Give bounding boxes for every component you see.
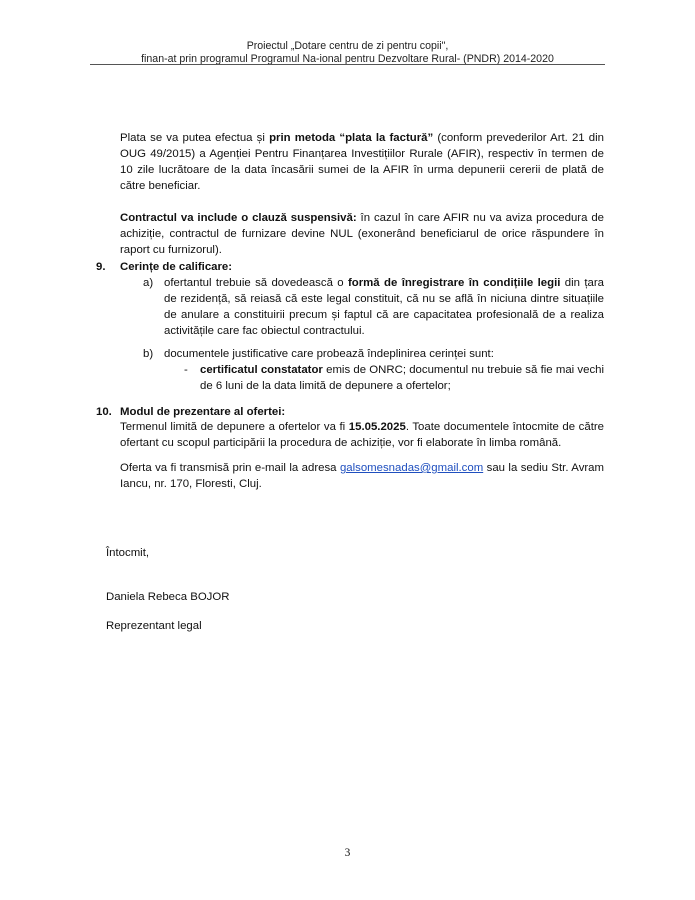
item-a-text-start: ofertantul trebuie să dovedească o — [164, 277, 348, 289]
payment-method-bold: prin metoda “plata la factură” — [269, 132, 434, 144]
section-10-number: 10. — [96, 406, 112, 418]
suspensive-clause-paragraph — [120, 210, 604, 258]
list-marker-a: a) — [143, 277, 154, 289]
certificate-text: emis de ONRC; documentul nu trebuie să fie mai vechi de 6 luni de la data limită de depunere a ofertelor; — [200, 364, 605, 392]
header-funding-line: finan-at prin programul Programul Na-ional pentru Dezvoltare Rural- (PNDR) 2014-2020 — [141, 53, 554, 65]
submission-paragraph — [120, 460, 604, 492]
payment-text-rest: (conform prevederilor Art. 21 din OUG 49/2015) a Agenției Pentru Finanțarea Investițiilor Rurale (AFIR), respectiv în termen de 10 zile lucrătoare de la data încasării sumei de la AFIR în urma depunerii cererii de plată de către beneficiar. — [120, 132, 605, 192]
signatory-name: Daniela Rebeca BOJOR — [106, 591, 230, 603]
section-9-number: 9. — [96, 261, 106, 273]
section-10-title: Modul de prezentare al ofertei: — [120, 406, 286, 418]
signature-label: Întocmit, — [106, 547, 150, 559]
submission-text-rest: sau la sediu Str. Avram Iancu, nr. 170, Floresti, Cluj. — [120, 462, 604, 490]
item-a-bold: formă de înregistrare în condițiile legii — [348, 277, 561, 289]
deadline-text-rest: . Toate documentele întocmite de către ofertant cu scopul participării la procedura de achiziție, vor fi elaborate în limba română. — [120, 421, 605, 449]
dash-bullet: - — [184, 364, 188, 376]
list-item-a-text — [164, 275, 604, 339]
payment-text-start: Plata se va putea efectua și — [120, 132, 270, 144]
payment-paragraph — [120, 130, 604, 194]
item-a-text-rest: din țara de rezidență, să reiasă că este legal constituit, că nu se află în niciuna dintre situațiile de anulare a constituirii precum și faptul că are capacitatea profesională de a realiza activitățile care fac obiectul contractului. — [164, 277, 604, 337]
list-marker-b: b) — [143, 348, 154, 360]
deadline-date: 15.05.2025 — [348, 421, 406, 433]
submission-text-start: Oferta va fi transmisă prin e-mail la adresa — [120, 462, 340, 474]
deadline-text-start: Termenul limită de depunere a ofertelor va fi — [120, 421, 349, 433]
header-project-title: Proiectul „Dotare centru de zi pentru copii", — [246, 40, 449, 52]
email-link[interactable]: galsomesnadas@gmail.com — [339, 462, 484, 474]
section-9-title: Cerințe de calificare: — [120, 261, 233, 273]
certificate-bold: certificatul constatator — [200, 364, 323, 376]
sub-list-item-text — [200, 362, 604, 394]
signatory-role: Reprezentant legal — [106, 620, 202, 632]
list-item-b-text: documentele justificative care probează îndeplinirea cerinței sunt: — [164, 348, 494, 360]
page-number: 3 — [344, 847, 351, 859]
suspensive-clause-bold: Contractul va include o clauză suspensivă: — [120, 212, 357, 224]
suspensive-clause-text: în cazul în care AFIR nu va aviza procedura de achiziție, contractul de furnizare devine NUL (exonerând beneficiarul de orice răspundere în raport cu furnizorul). — [120, 212, 604, 256]
header-divider — [90, 64, 605, 65]
deadline-paragraph — [120, 419, 604, 451]
page-header — [90, 40, 605, 66]
